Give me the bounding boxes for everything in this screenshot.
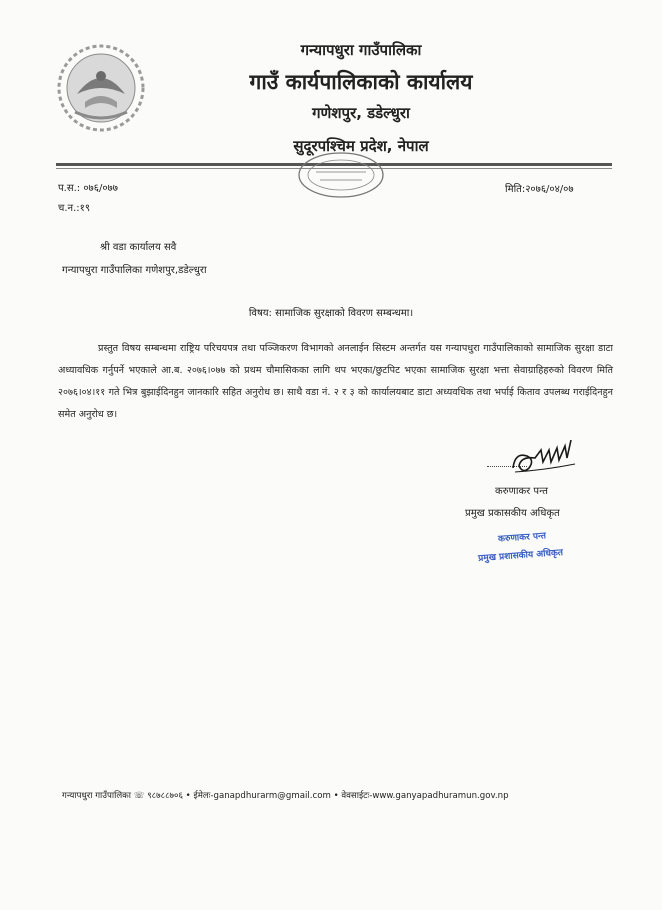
blue-stamp-title: प्रमुख प्रशासकीय अधिकृत [477, 548, 564, 564]
signature-icon [505, 430, 585, 480]
subject-line: विषय: सामाजिक सुरक्षाको विवरण सम्बन्धमा। [248, 308, 414, 319]
recipient-line-2: गन्यापधुरा गाउँपालिका गणेशपुर,डडेल्धुरा [62, 265, 207, 276]
signatory-name: करुणाकर पन्त [495, 486, 548, 497]
reference-number: प.स.: ०७६/०७७ [58, 183, 118, 194]
office-seal-icon [296, 150, 386, 200]
letter-body: प्रस्तुत विषय सम्बन्धमा राष्ट्रिय परिचयपत्र तथा पञ्जिकरण विभागको अनलाईन सिस्टम अन्तर्गत यस गन्यापधुरा गाउँपालिकाको सामाजिक सुरक्षा डाटा अध्यावधिक गर्नुपर्ने भएकाले आ.ब. २०७६।०७७ को प्रथम चौमासिकका लागि थप भएका/छुटपिट भएका सामाजिक सुरक्षा भत्ता सेवाग्राहिहरुको विवरण मिति २०७६।०४।११ गते भित्र बुझाईदिनहुन जानकारि सहित अनुरोध छ। साथै वडा नं. २ र ३ को कार्यालयबाट डाटा अध्यवधिक तथा भर्पाई किताव उपलब्ध गराईदिनहुन समेत अनुरोध छ। [58, 343, 613, 420]
signatory-title: प्रमुख प्रकासकीय अधिकृत [465, 508, 560, 519]
municipality-name: गन्यापधुरा गाउँपालिका [300, 41, 422, 59]
recipient-line-1: श्री वडा कार्यालय सवै [100, 242, 177, 253]
office-name: गाउँ कार्यपालिकाको कार्यालय [249, 70, 473, 94]
dispatch-number: च.न.:१९ [58, 203, 91, 214]
province-name: सुदूरपश्चिम प्रदेश, नेपाल [293, 137, 429, 155]
footer-contact: गन्यापधुरा गाउँपालिका ☏ ९८७८८७०६ • ईमेलः-ganapdhurarm@gmail.com • वेवसाईटः-www.ganyapadhuramun.gov.np [62, 791, 509, 801]
letter-date: मिति:२०७६/०४/०७ [505, 184, 574, 195]
blue-stamp-name: करुणाकर पन्त [497, 531, 547, 545]
signature-dotted-line [487, 466, 527, 467]
office-address: गणेशपुर, डडेल्धुरा [312, 104, 410, 122]
